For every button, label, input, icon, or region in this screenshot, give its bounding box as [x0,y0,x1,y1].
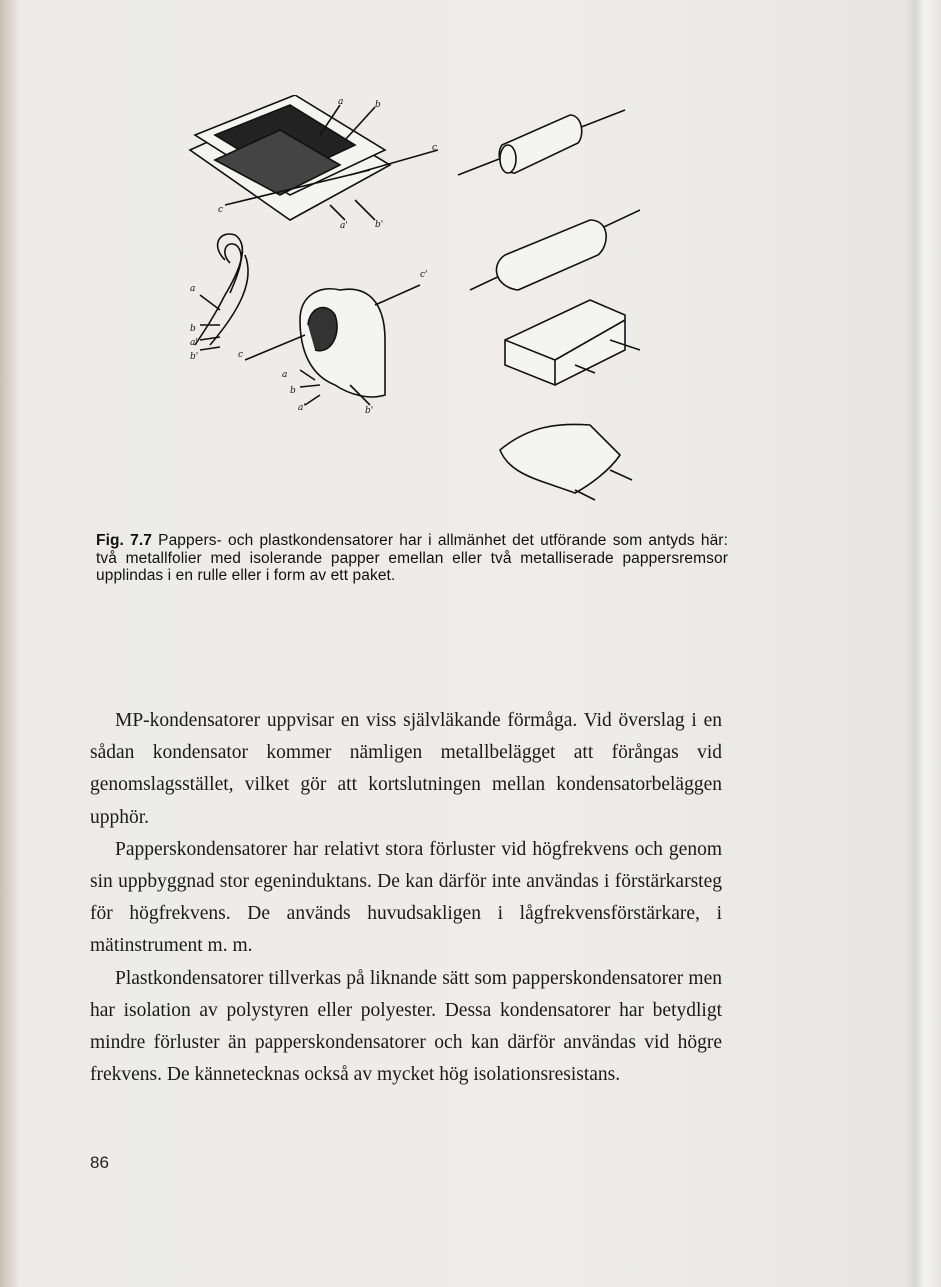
oval-capacitor [496,220,606,290]
label-roll-a-prime: a' [190,338,198,348]
flat-lead-2 [575,490,595,500]
roll-lead-c [245,335,305,360]
caption-text: Pappers- och plastkondensatorer har i allmänhet det utförande som antyds här: två metallfolier med isolerande papper emellan eller två metalliserade pappersremsor upplindas i en rulle eller i form av ett paket. [96,532,728,584]
paragraph-paper-capacitors: Papperskondensatorer har relativt stora förluster vid högfrekvens och genom sin uppbyggnad stor egeninduktans. De kan därför inte användas i förstärkarsteg för högfrekvens. De används huvudsakligen i lågfrekvensförstärkare, i mätinstrument m. m. [90,838,722,957]
label-a-prime: a' [340,221,348,231]
label-wound-a: a [282,370,288,380]
label-roll-b-prime: b' [190,352,199,362]
figure-caption [96,532,728,585]
page-number: 86 [90,1153,109,1172]
box-capacitor [505,300,625,385]
label-roll-a: a [190,284,196,294]
capacitor-illustration [180,95,660,515]
flat-capacitor [500,424,620,493]
rolled-capacitor [300,289,385,397]
label-roll-c-prime: c' [420,270,428,280]
label-wound-b: b [290,386,296,396]
figure-label: Fig. 7.7 [96,532,152,549]
capacitor-figure [180,95,660,515]
paragraph-mp-capacitors: MP-kondensatorer uppvisar en viss självläkande förmåga. Vid överslag i en sådan kondensator kommer nämligen metallbelägget att förångas vid genomslagsstället, vilket gör att kortslutningen mellan kondensatorbeläggen upphör. [90,710,722,828]
label-roll-c: c [238,350,244,360]
book-spine-edge [0,0,20,1287]
roll-lead-c-prime [375,285,420,305]
label-a: a [338,97,344,107]
label-wound-a-prime: a' [298,403,306,413]
label-c: c [432,143,438,153]
label-b: b [375,100,381,110]
label-b-prime: b' [375,220,384,230]
flat-lead-1 [610,470,632,480]
body-text [90,705,722,1091]
roll-spiral [195,234,242,345]
label-wound-b-prime: b' [365,406,374,416]
paragraph-plastic-capacitors: Plastkondensatorer tillverkas på liknande sätt som papperskondensatorer men har isolation av polystyren eller polyester. Dessa kondensatorer har betydligt mindre förluster än papperskondensatorer och kan därför användas vid högre frekvens. De kännetecknas också av mycket hög isolationsresistans. [90,967,722,1086]
label-c-left: c [218,205,224,215]
label-roll-b: b [190,324,196,334]
